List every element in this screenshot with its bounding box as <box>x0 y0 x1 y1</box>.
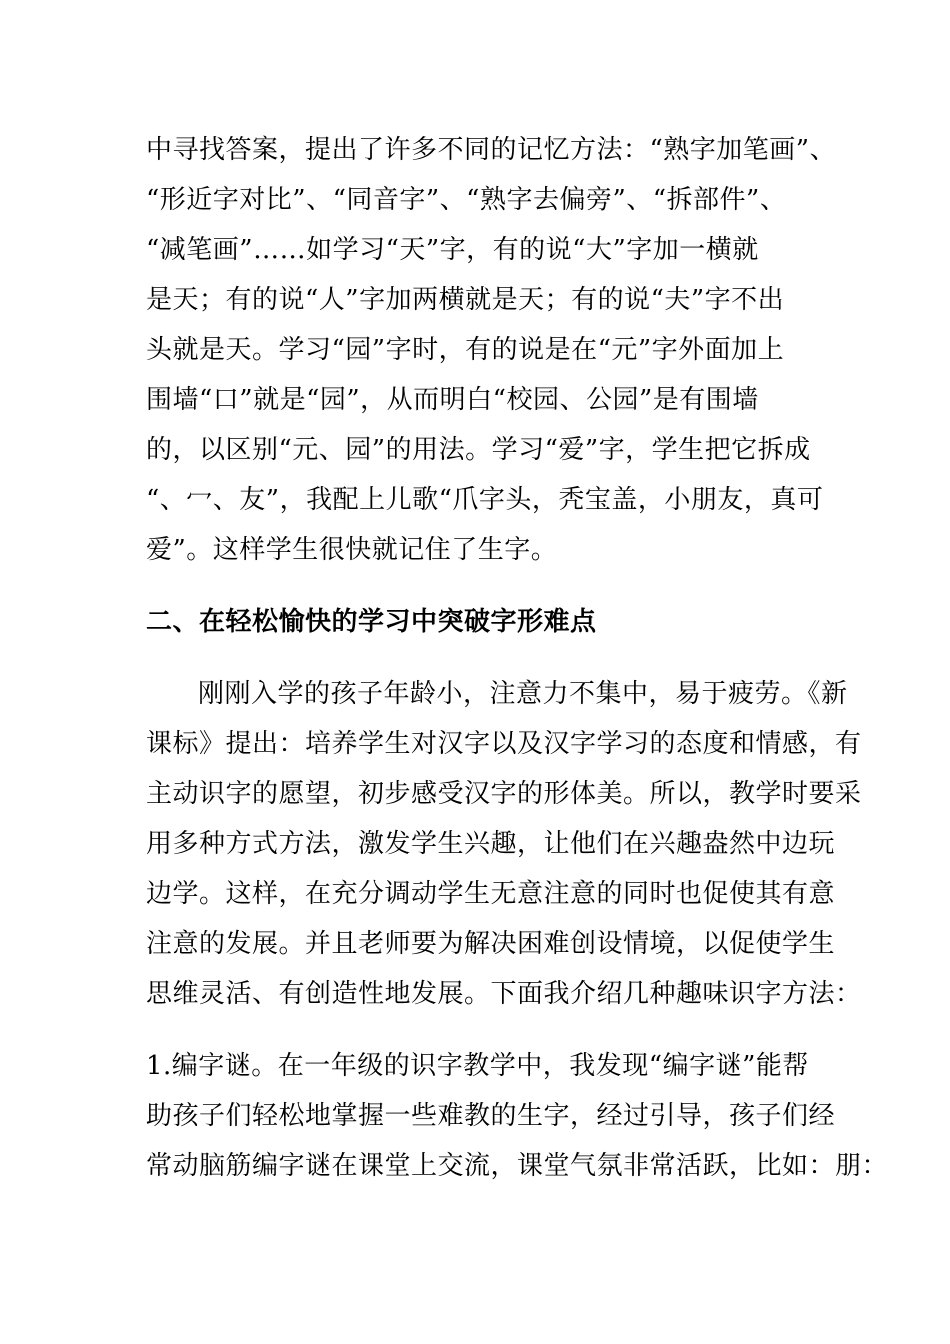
paragraph-2-line: 课标》提出：培养学生对汉字以及汉字学习的态度和情感，有 <box>146 729 862 759</box>
paragraph-1-line: “形近字对比”、“同音字”、“熟字去偏旁”、“拆部件”、 <box>146 185 787 215</box>
paragraph-3-line: 常动脑筋编字谜在课堂上交流，课堂气氛非常活跃，比如：朋： <box>146 1151 889 1181</box>
paragraph-1-line: 中寻找答案，提出了许多不同的记忆方法：“熟字加笔画”、 <box>146 135 837 165</box>
paragraph-1-line: “减笔画”……如学习“天”字，有的说“大”字加一横就 <box>146 235 759 265</box>
paragraph-2-line: 用多种方式方法，激发学生兴趣，让他们在兴趣盎然中边玩 <box>146 829 836 859</box>
paragraph-3-line: 助孩子们轻松地掌握一些难教的生字，经过引导，孩子们经 <box>146 1101 836 1131</box>
paragraph-1-line: 是天；有的说“人”字加两横就是天；有的说“夫”字不出 <box>146 285 785 315</box>
paragraph-1-line: “、冖、友”，我配上儿歌“爪字头，秃宝盖，小朋友，真可 <box>146 485 824 515</box>
paragraph-2-line: 边学。这样，在充分调动学生无意注意的同时也促使其有意 <box>146 879 836 909</box>
paragraph-3-line: 1.编字谜。在一年级的识字教学中，我发现“编字谜”能帮 <box>146 1051 809 1081</box>
paragraph-2-line: 主动识字的愿望，初步感受汉字的形体美。所以，教学时要采 <box>146 779 862 809</box>
paragraph-1-line: 围墙“口”就是“园”，从而明白“校园、公园”是有围墙 <box>146 385 759 415</box>
paragraph-2-line: 刚刚入学的孩子年龄小，注意力不集中，易于疲劳。《新 <box>198 679 848 709</box>
paragraph-1-line: 的，以区别“元、园”的用法。学习“爱”字，学生把它拆成 <box>146 435 811 465</box>
paragraph-1-line: 爱”。这样学生很快就记住了生字。 <box>146 535 558 565</box>
paragraph-2-line: 思维灵活、有创造性地发展。下面我介绍几种趣味识字方法： <box>146 979 862 1009</box>
paragraph-2-line: 注意的发展。并且老师要为解决困难创设情境，以促使学生 <box>146 929 836 959</box>
paragraph-1-line: 头就是天。学习“园”字时，有的说是在“元”字外面加上 <box>146 335 785 365</box>
section-heading: 二、在轻松愉快的学习中突破字形难点 <box>146 607 597 637</box>
